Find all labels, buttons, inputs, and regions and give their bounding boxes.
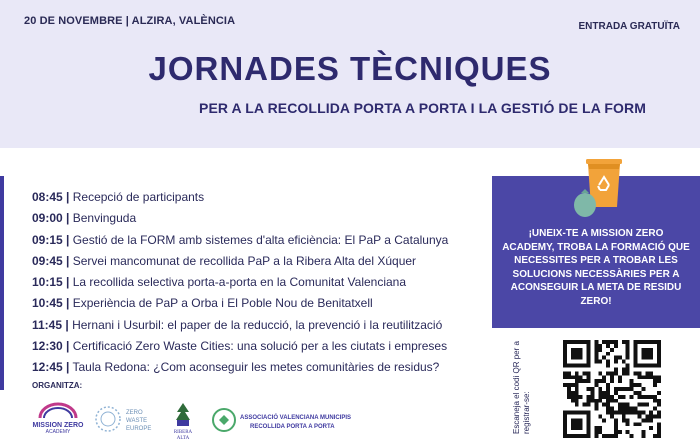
academy-text: ACADEMY (45, 429, 71, 435)
zero-waste-europe-logo (92, 402, 154, 438)
zero-waste-text-1: ZERO (126, 410, 143, 416)
organizer-logos (30, 400, 360, 441)
assoc-text-1: ASSOCIACIÓ VALENCIANA MUNICIPIS (240, 415, 352, 421)
agenda-time: 10:15 | (32, 275, 70, 290)
agenda-time: 08:45 | (32, 190, 70, 204)
mission-zero-text: MISSION ZERO (32, 422, 84, 429)
zero-waste-text-3: EUROPE (126, 426, 152, 432)
qr-code[interactable] (563, 340, 661, 438)
organizers-label: ORGANITZA: (32, 381, 83, 390)
ribera-text: RIBERA (173, 430, 193, 435)
agenda-text: Taula Redona: ¿Com aconseguir les metes comunitàries de residus? (69, 360, 440, 375)
agenda-text: Benvinguda (69, 211, 137, 226)
recycling-bin-icon (572, 155, 636, 219)
associacio-valenciana-logo (210, 406, 360, 438)
agenda-text: La recollida selectiva porta-a-porta en la Comunitat Valenciana (69, 275, 407, 290)
agenda-text: Experiència de PaP a Orba i El Poble Nou de Benitatxell (69, 296, 373, 311)
header-banner (0, 0, 700, 148)
agenda-item (32, 251, 482, 272)
ribera-alta-logo (168, 400, 198, 441)
agenda-time: 09:15 | (32, 232, 70, 247)
agenda-time: 12:45 | (32, 360, 70, 375)
agenda-item (32, 230, 482, 251)
free-entry-label: ENTRADA GRATUÏTA (578, 21, 680, 32)
agenda-time: 09:00 | (32, 211, 70, 226)
agenda-item (32, 315, 482, 336)
agenda-item (32, 187, 482, 208)
agenda-item (32, 293, 482, 314)
agenda-text: Recepció de participants (69, 190, 205, 204)
agenda-item (32, 336, 482, 357)
agenda-item (32, 357, 482, 378)
agenda-time: 12:30 | (32, 339, 70, 354)
agenda-item (32, 272, 482, 293)
agenda-text: Gestió de la FORM amb sistemes d'alta eficiència: El PaP a Catalunya (69, 232, 449, 247)
agenda-list (32, 187, 482, 379)
page-subtitle: PER A LA RECOLLIDA PORTA A PORTA I LA GESTIÓ DE LA FORM (199, 100, 647, 116)
event-date-location: 20 DE NOVEMBRE | ALZIRA, VALÈNCIA (24, 15, 236, 27)
cta-text: ¡UNEIX-TE A MISSION ZERO ACADEMY, TROBA LA FORMACIÓ QUE NECESSITES PER A TROBAR LES SOLUCIONS NECESSÀRIES PER A ACONSEGUIR LA META DE RESIDU ZERO! (502, 228, 690, 307)
alta-text: ALTA (176, 436, 190, 441)
agenda-text: Hernani i Usurbil: el paper de la reducció, la prevenció i la reutilització (68, 317, 443, 332)
page-title: JORNADES TÈCNIQUES (148, 50, 552, 87)
agenda-time: 10:45 | (32, 296, 70, 311)
agenda-text: Servei mancomunat de recollida PaP a la Ribera Alta del Xúquer (69, 253, 417, 268)
agenda-time: 11:45 | (32, 317, 69, 332)
qr-caption: Escaneja el codi QR per a registrar-se: (512, 341, 531, 434)
agenda-item (32, 208, 482, 229)
agenda-time: 09:45 | (32, 253, 70, 268)
accent-bar (0, 176, 4, 390)
mission-zero-academy-logo (30, 402, 86, 438)
agenda-text: Certificació Zero Waste Cities: una solució per a les ciutats i empreses (69, 339, 448, 354)
assoc-text-2: RECOLLIDA PORTA A PORTA (250, 424, 335, 430)
zero-waste-text-2: WASTE (126, 418, 148, 424)
